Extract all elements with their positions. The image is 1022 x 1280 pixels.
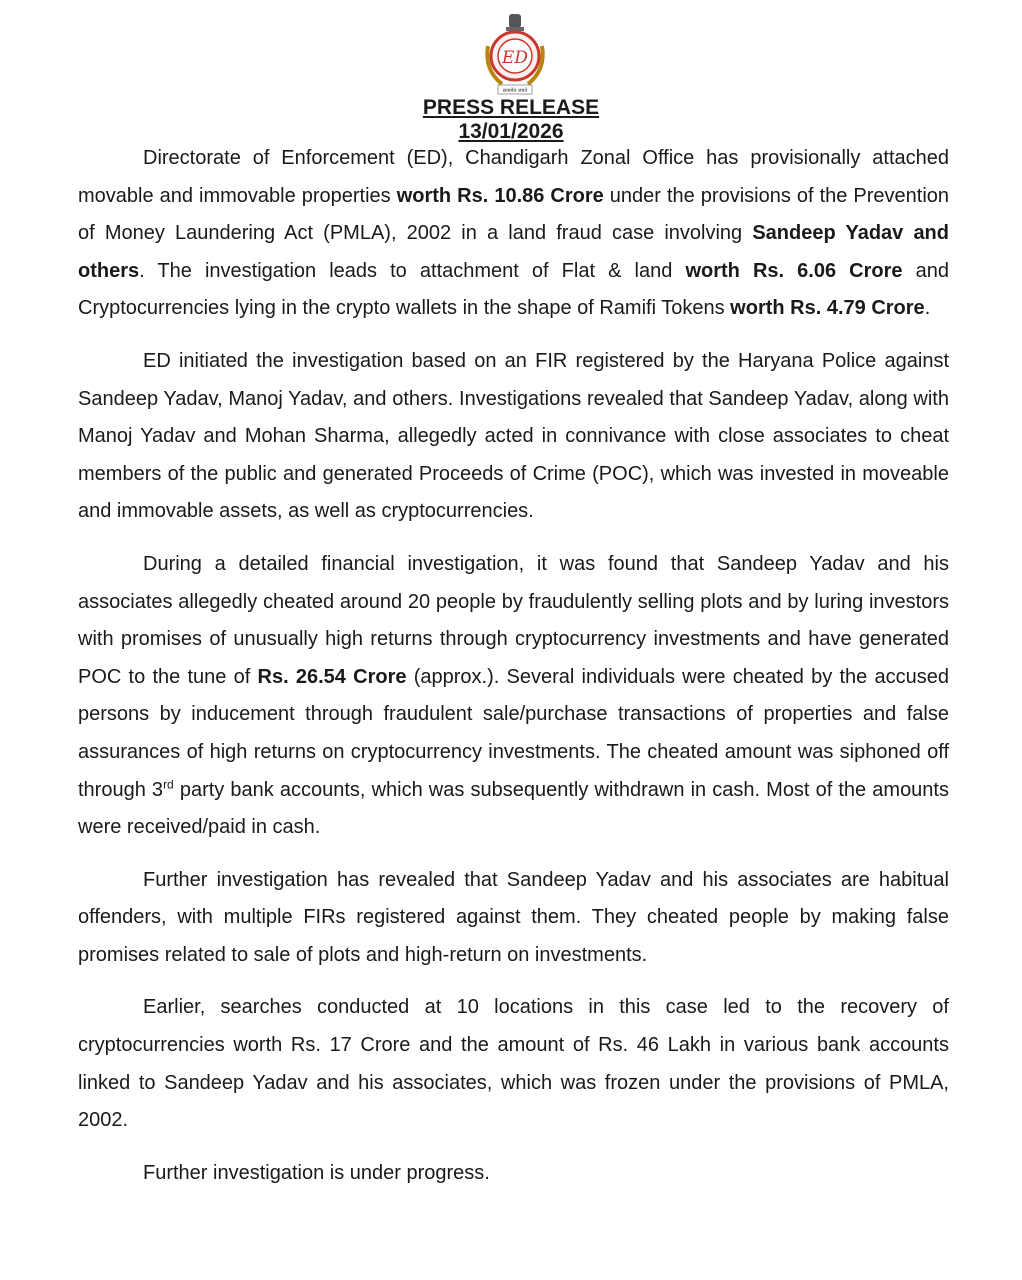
paragraph-3: During a detailed financial investigation, it was found that Sandeep Yadav and his associates allegedly cheated around 20 people by fraudulently selling plots and by luring investors with promises of unusually high returns through cryptocurrency investments and have generated POC to the tune of Rs. 26.54 Crore (approx.). Several individuals were cheated by the accused persons by inducement through fraudulent sale/purchase transactions of properties and false assurances of high returns on cryptocurrency investments. The cheated amount was siphoned off through 3rd party bank accounts, which was subsequently withdrawn in cash. Most of the amounts were received/paid in cash.	[78, 552, 949, 839]
release-date: 13/01/2026	[458, 120, 564, 143]
press-release-body	[78, 140, 949, 1207]
paragraph-5: Earlier, searches conducted at 10 locations in this case led to the recovery of cryptocurrencies worth Rs. 17 Crore and the amount of Rs. 46 Lakh in various bank accounts linked to Sandeep Yadav and his associates, which was frozen under the provisions of PMLA, 2002.	[78, 996, 949, 1132]
svg-text:सत्यमेव जयते: सत्यमेव जयते	[502, 88, 528, 94]
paragraph-6: Further investigation is under progress.	[143, 1161, 490, 1184]
page-title: PRESS RELEASE	[422, 96, 600, 119]
paragraph-4: Further investigation has revealed that Sandeep Yadav and his associates are habitual offenders, with multiple FIRs registered against them. They cheated people by making false promises related to sale of plots and high-return on investments.	[78, 868, 949, 966]
paragraph-1: Directorate of Enforcement (ED), Chandigarh Zonal Office has provisionally attached movable and immovable properties worth Rs. 10.86 Crore under the provisions of the Prevention of Money Laundering Act (PMLA), 2002 in a land fraud case involving Sandeep Yadav and others. The investigation leads to attachment of Flat & land worth Rs. 6.06 Crore and Cryptocurrencies lying in the crypto wallets in the shape of Ramifi Tokens worth Rs. 4.79 Crore.	[78, 147, 950, 320]
svg-text:ED: ED	[501, 48, 529, 68]
ed-emblem-icon	[478, 12, 552, 96]
paragraph-2: ED initiated the investigation based on an FIR registered by the Haryana Police against Sandeep Yadav, Manoj Yadav, and others. Investigations revealed that Sandeep Yadav, along with Manoj Yadav and Mohan Sharma, allegedly acted in connivance with close associates to cheat members of the public and generated Proceeds of Crime (POC), which was invested in moveable and immovable assets, as well as cryptocurrencies.	[78, 349, 949, 523]
